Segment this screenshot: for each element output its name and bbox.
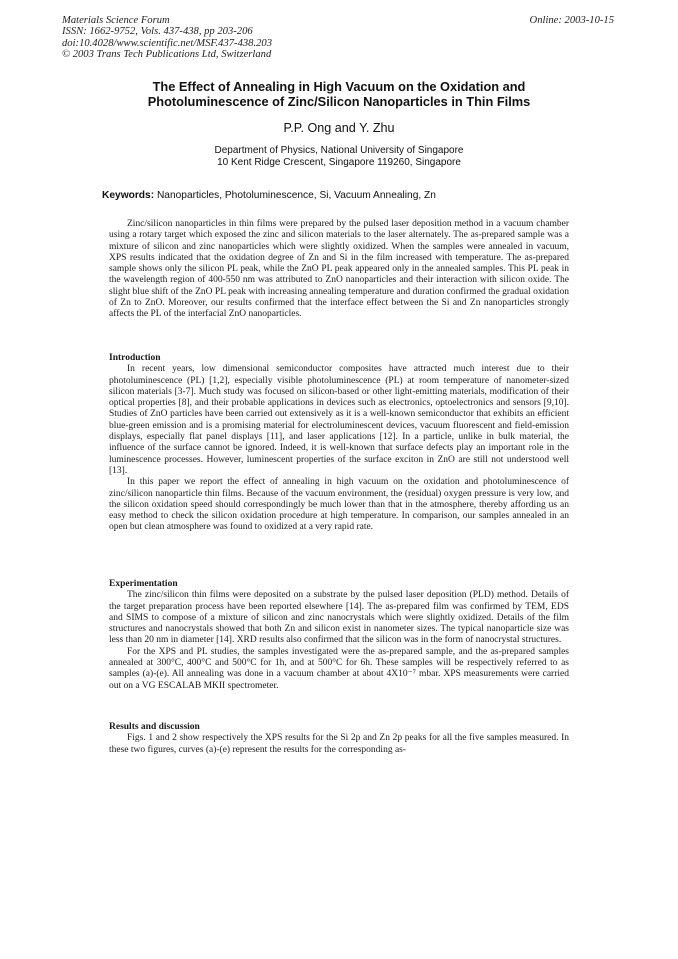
abstract bbox=[109, 219, 569, 321]
paper-title bbox=[90, 79, 588, 110]
introduction-paragraph-1: In recent years, low dimensional semiconductor composites have attracted much interest due to their photoluminescence (PL) [1,2], especially visible photoluminescence (PL) at room temperature of nanometer-sized silicon materials [3-7]. Much study was focused on silicon-based or other light-emitting materials, modification of their optical properties [8], and their probable applications in devices such as electronics, optoelectronics and sensors [9,10]. Studies of ZnO particles have been carried out extensively as it is a well-known semiconductor that exhibits an efficient blue-green emission and is a promising material for electroluminescent devices, vacuum fluorescent and field-emission displays, especially flat panel displays [11], and laser applications [12]. In a particle, unlike in bulk material, the influence of the surface cannot be ignored. Indeed, it is well-known that surface defects play an important role in the luminescence processes. However, luminescent properties of the surface exciton in ZnO are still not understood well [13]. bbox=[109, 364, 569, 476]
abstract-text: Zinc/silicon nanoparticles in thin films were prepared by the pulsed laser deposition method in a vacuum chamber using a rotary target which exposed the zinc and silicon materials to the laser alternately. The as-prepared sample was a mixture of silicon and zinc nanoparticles which were slightly oxidized. When the samples were annealed in vacuum, XPS results indicated that the oxidation degree of Zn and Si in the film increased with temperature. The as-prepared sample shows only the silicon PL peak, while the ZnO PL peak appeared only in the annealed samples. This PL peak in the wavelength region of 400-550 nm was attributed to ZnO nanoparticles and their interaction with silicon oxide. The slight blue shift of the ZnO PL peak with increasing annealing temperature and duration confirmed the gradual oxidation of Zn to ZnO. Moreover, our results confirmed that the interface effect between the Si and Zn nanoparticles strongly affects the PL of the interfacial ZnO nanoparticles. bbox=[109, 219, 569, 320]
introduction-section bbox=[109, 353, 569, 534]
title-line-1: The Effect of Annealing in High Vacuum on the Oxidation and bbox=[152, 79, 526, 94]
results-paragraph-1: Figs. 1 and 2 show respectively the XPS results for the Si 2p and Zn 2p peaks for all the five samples measured. In these two figures, curves (a)-(e) represent the results for the corresponding as- bbox=[109, 733, 569, 755]
results-section bbox=[109, 722, 569, 756]
keywords-text: Nanoparticles, Photoluminescence, Si, Vacuum Annealing, Zn bbox=[156, 190, 436, 201]
affiliation bbox=[90, 145, 588, 169]
experimentation-section bbox=[109, 579, 569, 692]
keywords bbox=[102, 190, 436, 201]
journal-name: Materials Science Forum bbox=[62, 15, 170, 26]
title-line-2: Photoluminescence of Zinc/Silicon Nanoparticles in Thin Films bbox=[147, 94, 531, 110]
experimentation-paragraph-1: The zinc/silicon thin films were deposited on a substrate by the pulsed laser deposition (PLD) method. Details of the target preparation process have been reported elsewhere [14]. The as-prepared film was confirmed by TEM, EDS and SIMS to compose of a mixture of silicon and zinc nanocrystals which were slightly oxidized. Details of the film structures and nanocrystals showed that both Zn and silicon exist in nanometer sizes. The typical nanoparticle size was less than 20 nm in diameter [14]. XRD results also confirmed that the silicon was in the form of nanocrystal structures. bbox=[109, 590, 569, 646]
affiliation-line-1: Department of Physics, National University of Singapore bbox=[214, 145, 464, 156]
experimentation-paragraph-2: For the XPS and PL studies, the samples investigated were the as-prepared sample, and the as-prepared samples annealed at 300°C, 400°C and 500°C for 1h, and at 500°C for 6h. These samples will be respectively referred to as samples (a)-(e). All annealing was done in a vacuum chamber at about 4X10⁻⁷ mbar. XPS measurements were carried out on a VG ESCALAB MKII spectrometer. bbox=[109, 646, 569, 691]
online-date: Online: 2003-10-15 bbox=[529, 15, 614, 26]
results-heading: Results and discussion bbox=[109, 722, 200, 732]
keywords-label: Keywords: bbox=[102, 190, 155, 201]
introduction-paragraph-2: In this paper we report the effect of annealing in high vacuum on the oxidation and photoluminescence of zinc/silicon nanoparticle thin films. Because of the vacuum environment, the (residual) oxygen pressure is very low, and the silicon oxidation speed should correspondingly be much lower than that in the atmosphere, thereby affording us an easy method to check the silicon oxidation procedure at high temperature. In comparison, our samples annealed in an open but clean atmosphere was found to oxidized at a very rapid rate. bbox=[109, 477, 569, 533]
journal-header bbox=[62, 15, 272, 61]
experimentation-heading: Experimentation bbox=[109, 579, 178, 589]
affiliation-line-2: 10 Kent Ridge Crescent, Singapore 119260, Singapore bbox=[217, 157, 461, 169]
copyright-line: © 2003 Trans Tech Publications Ltd, Switzerland bbox=[62, 49, 272, 61]
authors: P.P. Ong and Y. Zhu bbox=[283, 121, 395, 135]
introduction-heading: Introduction bbox=[109, 353, 161, 363]
doi-line[interactable]: doi:10.4028/www.scientific.net/MSF.437-438.203 bbox=[62, 37, 272, 49]
issn-line: ISSN: 1662-9752, Vols. 437-438, pp 203-206 bbox=[62, 26, 253, 38]
